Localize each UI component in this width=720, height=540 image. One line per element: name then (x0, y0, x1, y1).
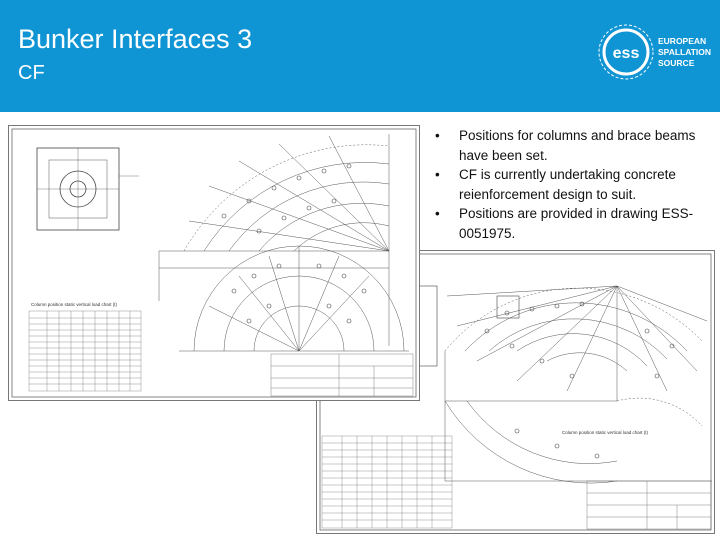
bullet-item (428, 165, 718, 204)
logo-text (658, 36, 711, 69)
drawing-layout-1 (8, 125, 420, 401)
bullet-text: Positions are provided in drawing ESS-0051975. (459, 206, 694, 241)
slide-header (0, 0, 720, 112)
logo-line-2: SPALLATION (658, 47, 712, 57)
bullet-item (428, 126, 718, 165)
logo-line-3: SOURCE (658, 58, 695, 68)
logo-line-1: EUROPEAN (658, 36, 707, 46)
slide-title: Bunker Interfaces 3 (18, 24, 253, 54)
bullet-dot-icon: • (435, 128, 440, 143)
ess-logo-mark-icon (596, 22, 656, 82)
drawing-1-table-title: Column position static vertical load chart (t) (31, 302, 118, 307)
slide-subtitle: CF (18, 62, 45, 84)
drawing-1-svg (9, 126, 419, 400)
bullet-dot-icon: • (435, 206, 440, 221)
bullet-item (428, 204, 718, 243)
bullet-list (428, 126, 718, 243)
bullet-dot-icon: • (435, 167, 440, 182)
bullet-text: Positions for columns and brace beams have been set. (459, 128, 696, 163)
bullet-text: CF is currently undertaking concrete reienforcement design to suit. (459, 167, 676, 202)
logo-mark-text: ess (612, 45, 640, 62)
drawing-2-table-title: Column position static vertical load chart (t) (562, 430, 649, 435)
ess-logo (596, 22, 720, 82)
